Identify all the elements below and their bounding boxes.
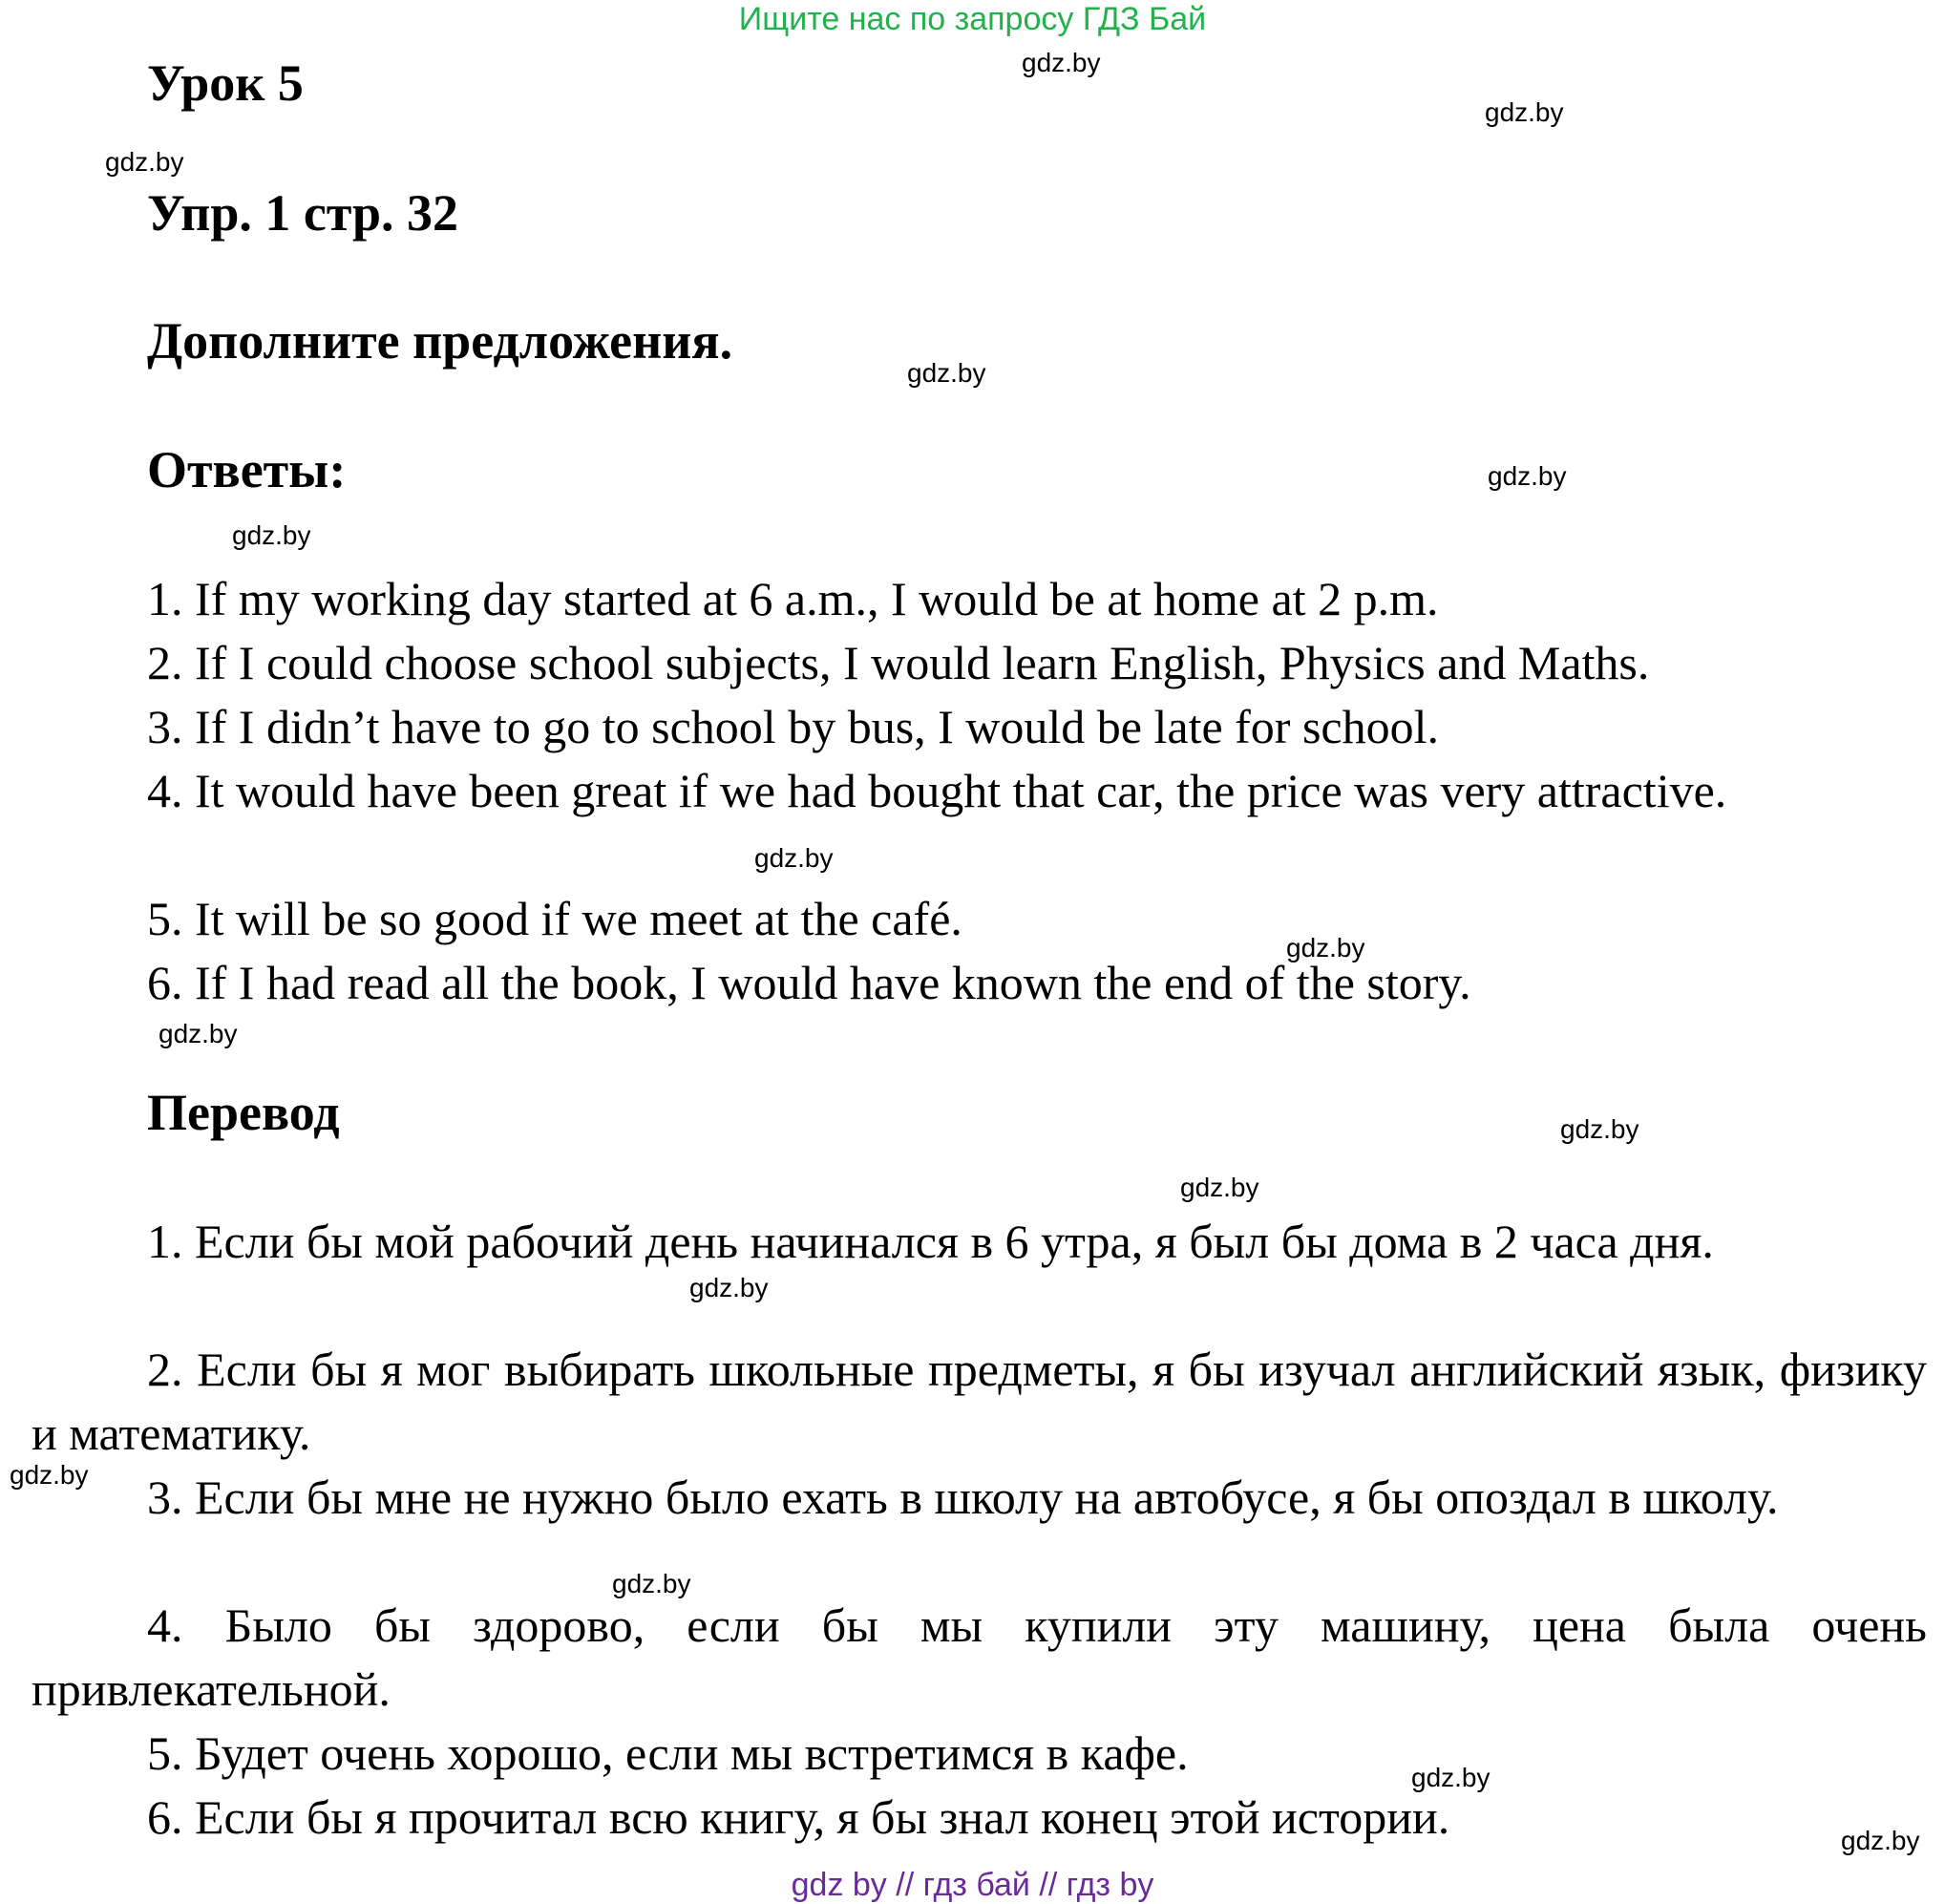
answer-item: 4. It would have been great if we had bought that car, the price was very attractive.	[147, 764, 1727, 817]
answer-item: 6. If I had read all the book, I would have known the end of the story.	[147, 956, 1471, 1009]
answer-item: 2. If I could choose school subjects, I would learn English, Physics and Maths.	[147, 636, 1650, 689]
top-banner[interactable]: Ищите нас по запросу ГДЗ Бай	[738, 1, 1207, 37]
watermark: gdz.by	[754, 843, 834, 873]
watermark: gdz.by	[1841, 1826, 1920, 1855]
footer-links[interactable]: gdz by // гдз бай // гдз by	[791, 1867, 1154, 1903]
answer-item: 1. If my working day started at 6 a.m., I would be at home at 2 p.m.	[147, 572, 1439, 625]
translation-item: 3. Если бы мне не нужно было ехать в школу на автобусе, я бы опоздал в школу.	[147, 1470, 1779, 1524]
watermark: gdz.by	[1180, 1173, 1259, 1202]
watermark: gdz.by	[1560, 1114, 1639, 1144]
translation-title: Перевод	[147, 1084, 340, 1141]
exercise-title: Упр. 1 стр. 32	[147, 184, 459, 242]
translation-item: 5. Будет очень хорошо, если мы встретимся в кафе.	[147, 1726, 1189, 1780]
watermark: gdz.by	[232, 520, 311, 550]
translation-item: 4. Было бы здорово, если бы мы купили эту машину, цена была очень привлекательной.	[32, 1598, 1927, 1716]
translation-item: 6. Если бы я прочитал всю книгу, я бы знал конец этой истории.	[147, 1790, 1450, 1844]
task-title: Дополните предложения.	[147, 312, 733, 370]
watermark: gdz.by	[907, 358, 986, 388]
translation-item: 1. Если бы мой рабочий день начинался в 6 утра, я был бы дома в 2 часа дня.	[147, 1215, 1714, 1268]
answer-item: 3. If I didn’t have to go to school by bus, I would be late for school.	[147, 700, 1440, 753]
watermark: gdz.by	[612, 1569, 691, 1598]
watermark: gdz.by	[159, 1019, 238, 1048]
watermark: gdz.by	[1488, 461, 1567, 491]
watermark: gdz.by	[689, 1273, 769, 1302]
lesson-title: Урок 5	[147, 54, 304, 112]
watermark: gdz.by	[1411, 1763, 1490, 1792]
watermark: gdz.by	[10, 1460, 89, 1490]
watermark: gdz.by	[1485, 97, 1564, 127]
translation-item: 2. Если бы я мог выбирать школьные предметы, я бы изучал английский язык, физику и математику.	[32, 1343, 1927, 1460]
watermark: gdz.by	[1022, 48, 1101, 77]
watermark: gdz.by	[1286, 933, 1365, 963]
answer-item: 5. It will be so good if we meet at the café.	[147, 892, 962, 945]
watermark: gdz.by	[105, 147, 184, 177]
answers-title: Ответы:	[147, 441, 347, 498]
